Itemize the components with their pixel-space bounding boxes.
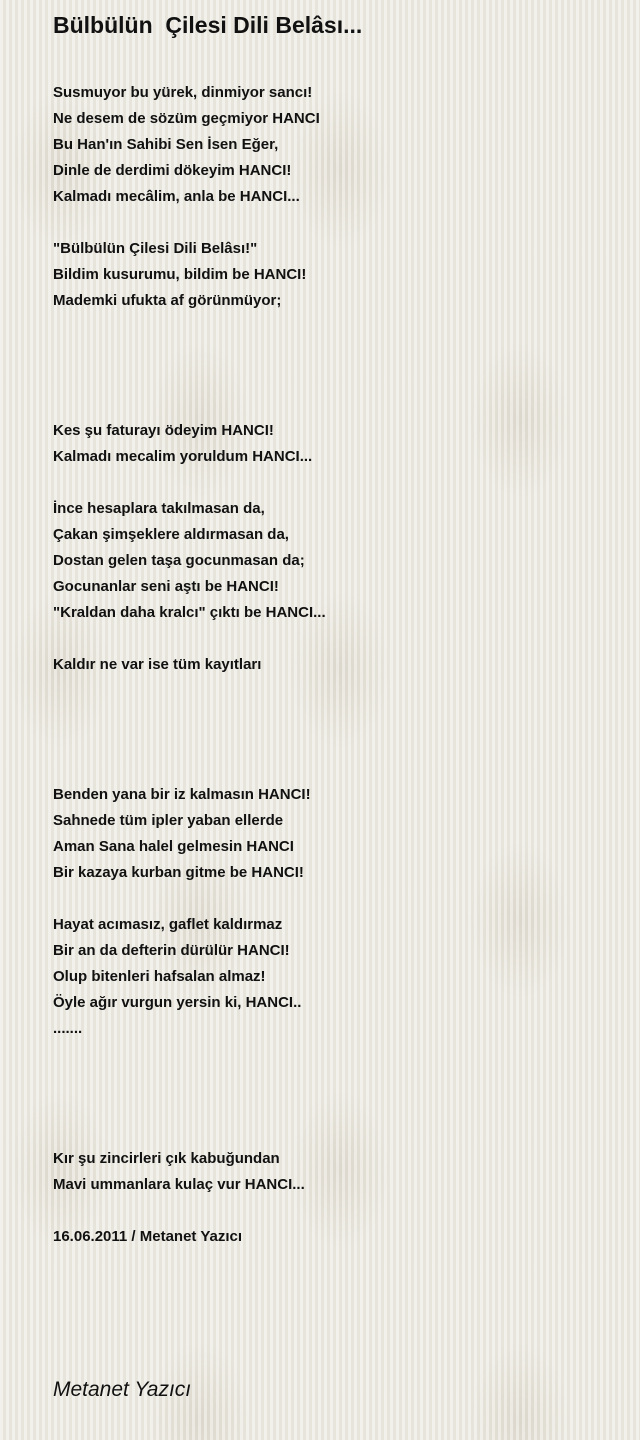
- poem-line: Bildim kusurumu, bildim be HANCI!: [53, 266, 307, 283]
- poem-blank-line: [53, 886, 326, 912]
- poem-blank-line: [53, 470, 326, 496]
- poem-line: Susmuyor bu yürek, dinmiyor sancı!: [53, 84, 313, 101]
- poem-blank-line: [53, 730, 326, 756]
- poem-blank-line: [53, 704, 326, 730]
- poem-line: Bir kazaya kurban gitme be HANCI!: [53, 864, 304, 881]
- poem-blank-line: [53, 314, 326, 340]
- poem-blank-line: [53, 340, 326, 366]
- poem-blank-line: [53, 1094, 326, 1120]
- poem-blank-line: [53, 210, 326, 236]
- poem-line: Mavi ummanlara kulaç vur HANCI...: [53, 1176, 305, 1193]
- poem-blank-line: [53, 1120, 326, 1146]
- poem-line: Kes şu faturayı ödeyim HANCI!: [53, 422, 274, 439]
- poem-body: [53, 80, 326, 1250]
- poem-line: Dostan gelen taşa gocunmasan da;: [53, 552, 305, 569]
- poem-line: 16.06.2011 / Metanet Yazıcı: [53, 1228, 243, 1245]
- poem-line: Öyle ağır vurgun yersin ki, HANCI..: [53, 994, 302, 1011]
- poem-line: Aman Sana halel gelmesin HANCI: [53, 838, 294, 855]
- poem-line: Bu Han'ın Sahibi Sen İsen Eğer,: [53, 136, 279, 153]
- poem-line: .......: [53, 1020, 83, 1037]
- poem-line: Kalmadı mecâlim, anla be HANCI...: [53, 188, 300, 205]
- poem-blank-line: [53, 1198, 326, 1224]
- poem-line: Ne desem de sözüm geçmiyor HANCI: [53, 110, 320, 127]
- poem-line: Gocunanlar seni aştı be HANCI!: [53, 578, 279, 595]
- author-name: Metanet Yazıcı: [53, 1378, 192, 1401]
- poem-blank-line: [53, 1068, 326, 1094]
- poem-line: Çakan şimşeklere aldırmasan da,: [53, 526, 289, 543]
- poem-line: Hayat acımasız, gaflet kaldırmaz: [53, 916, 283, 933]
- poem-line: Dinle de derdimi dökeyim HANCI!: [53, 162, 292, 179]
- poem-line: Sahnede tüm ipler yaban ellerde: [53, 812, 284, 829]
- poem-line: Olup bitenleri hafsalan almaz!: [53, 968, 266, 985]
- poem-blank-line: [53, 392, 326, 418]
- poem-line: Kır şu zincirleri çık kabuğundan: [53, 1150, 280, 1167]
- poem-line: "Kraldan daha kralcı" çıktı be HANCI...: [53, 604, 326, 621]
- poem-line: Mademki ufukta af görünmüyor;: [53, 292, 282, 309]
- poem-blank-line: [53, 626, 326, 652]
- poem-line: "Bülbülün Çilesi Dili Belâsı!": [53, 240, 258, 257]
- poem-line: Bir an da defterin dürülür HANCI!: [53, 942, 290, 959]
- poem-line: Kalmadı mecalim yoruldum HANCI...: [53, 448, 313, 465]
- poem-blank-line: [53, 366, 326, 392]
- poem-line: İnce hesaplara takılmasan da,: [53, 500, 265, 517]
- poem-blank-line: [53, 678, 326, 704]
- poem-line: Kaldır ne var ise tüm kayıtları: [53, 656, 262, 673]
- poem-blank-line: [53, 756, 326, 782]
- poem-blank-line: [53, 1042, 326, 1068]
- poem-title: Bülbülün Çilesi Dili Belâsı...: [53, 12, 363, 38]
- poem-line: Benden yana bir iz kalmasın HANCI!: [53, 786, 311, 803]
